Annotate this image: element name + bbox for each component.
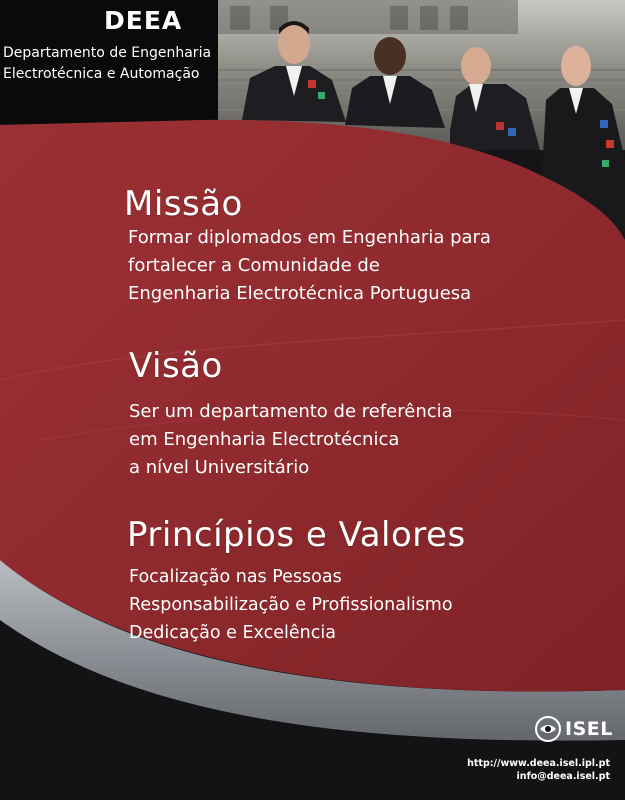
isel-logo-icon xyxy=(535,716,561,742)
visao-heading: Visão xyxy=(129,346,223,386)
principios-line: Focalização nas Pessoas xyxy=(129,567,342,587)
header-logo xyxy=(0,0,218,122)
missao-heading: Missão xyxy=(124,184,243,224)
visao-line: Ser um departamento de referência xyxy=(129,401,453,422)
principios-line: Responsabilização e Profissionalismo xyxy=(129,595,453,615)
principios-heading: Princípios e Valores xyxy=(127,515,466,555)
principios-line: Dedicação e Excelência xyxy=(129,623,336,643)
visao-line: a nível Universitário xyxy=(129,457,310,478)
isel-logo xyxy=(535,716,613,742)
missao-line: fortalecer a Comunidade de xyxy=(128,255,380,276)
missao-text xyxy=(128,224,491,308)
isel-logo-text: ISEL xyxy=(565,718,613,740)
email-link[interactable]: info@deea.isel.pt xyxy=(516,771,610,782)
visao-line: em Engenharia Electrotécnica xyxy=(129,429,400,450)
missao-section xyxy=(124,184,491,308)
missao-line: Formar diplomados em Engenharia para xyxy=(128,227,491,248)
principios-section xyxy=(127,515,466,647)
visao-section xyxy=(129,346,453,482)
department-line-2: Electrotécnica e Automação xyxy=(3,66,200,82)
acronym: DEEA xyxy=(104,6,183,35)
principios-text xyxy=(129,563,466,647)
visao-text xyxy=(129,398,453,482)
website-link[interactable]: http://www.deea.isel.ipl.pt xyxy=(467,758,610,769)
department-line-1: Departamento de Engenharia xyxy=(3,45,212,61)
missao-line: Engenharia Electrotécnica Portuguesa xyxy=(128,283,472,304)
photo-building xyxy=(218,0,518,34)
